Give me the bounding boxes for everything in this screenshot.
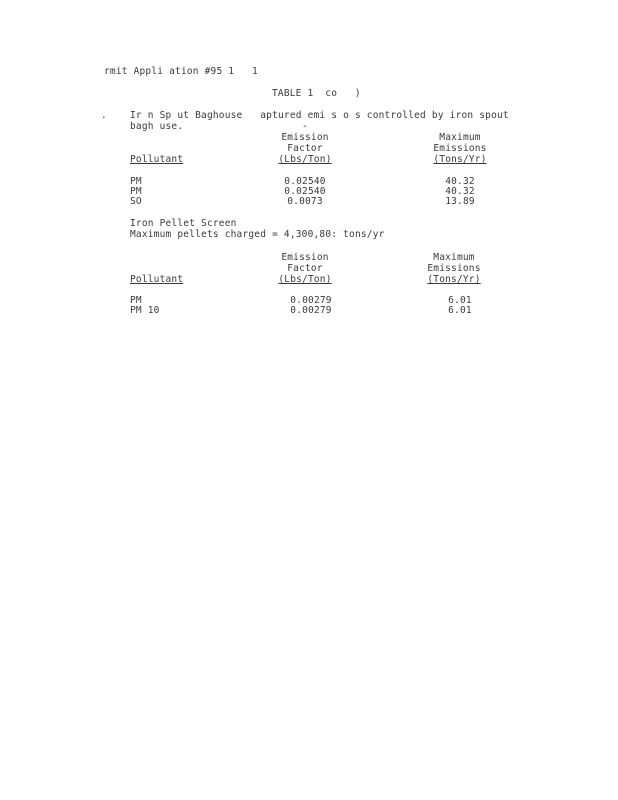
section1-heading-line1: Ir n Sp ut Baghouse aptured emi s o s controlled by iron spout [130,110,509,121]
section1-heading-line2: bagh use. [130,121,184,132]
factor-cell: 0.02540 [284,176,326,187]
section2-factor-header-line1: Emission [281,252,329,263]
pollutant-cell: SO [130,196,142,207]
section1-pollutant-header: Pollutant [130,154,184,165]
section2-factor-header-line2: Factor [287,263,323,274]
section1-max-header-line1: Maximum [439,132,481,143]
section2-max-header-line1: Maximum [433,252,475,263]
section2-heading-line1: Iron Pellet Screen [130,218,237,229]
section1-mark: - [302,121,308,132]
section1-max-header-unit: (Tons/Yr) [433,154,487,165]
max-emissions-cell: 6.01 [448,305,472,316]
section1-factor-header-line1: Emission [281,132,329,143]
section1-factor-header-line2: Factor [287,143,323,154]
running-title: rmit Appli ation #95 1 1 [104,66,258,77]
max-emissions-cell: 40.32 [445,186,475,197]
section1-bullet: . [101,110,107,121]
pollutant-cell: PM [130,186,142,197]
section2-max-header-unit: (Tons/Yr) [427,274,481,285]
max-emissions-cell: 13.89 [445,196,475,207]
section1-factor-header-unit: (Lbs/Ton) [278,154,332,165]
factor-cell: 0.00279 [290,295,332,306]
factor-cell: 0.02540 [284,186,326,197]
section2-factor-header-unit: (Lbs/Ton) [278,274,332,285]
section1-max-header-line2: Emissions [433,143,487,154]
factor-cell: 0.00279 [290,305,332,316]
factor-cell: 0.0073 [287,196,323,207]
section2-pollutant-header: Pollutant [130,274,184,285]
pollutant-cell: PM [130,295,142,306]
pollutant-cell: PM 10 [130,305,160,316]
table-title: TABLE 1 co ) [272,88,361,99]
section2-max-header-line2: Emissions [427,263,481,274]
section2-heading-line2: Maximum pellets charged = 4,300,80: tons/yr [130,229,385,240]
pollutant-cell: PM [130,176,142,187]
max-emissions-cell: 40.32 [445,176,475,187]
max-emissions-cell: 6.01 [448,295,472,306]
